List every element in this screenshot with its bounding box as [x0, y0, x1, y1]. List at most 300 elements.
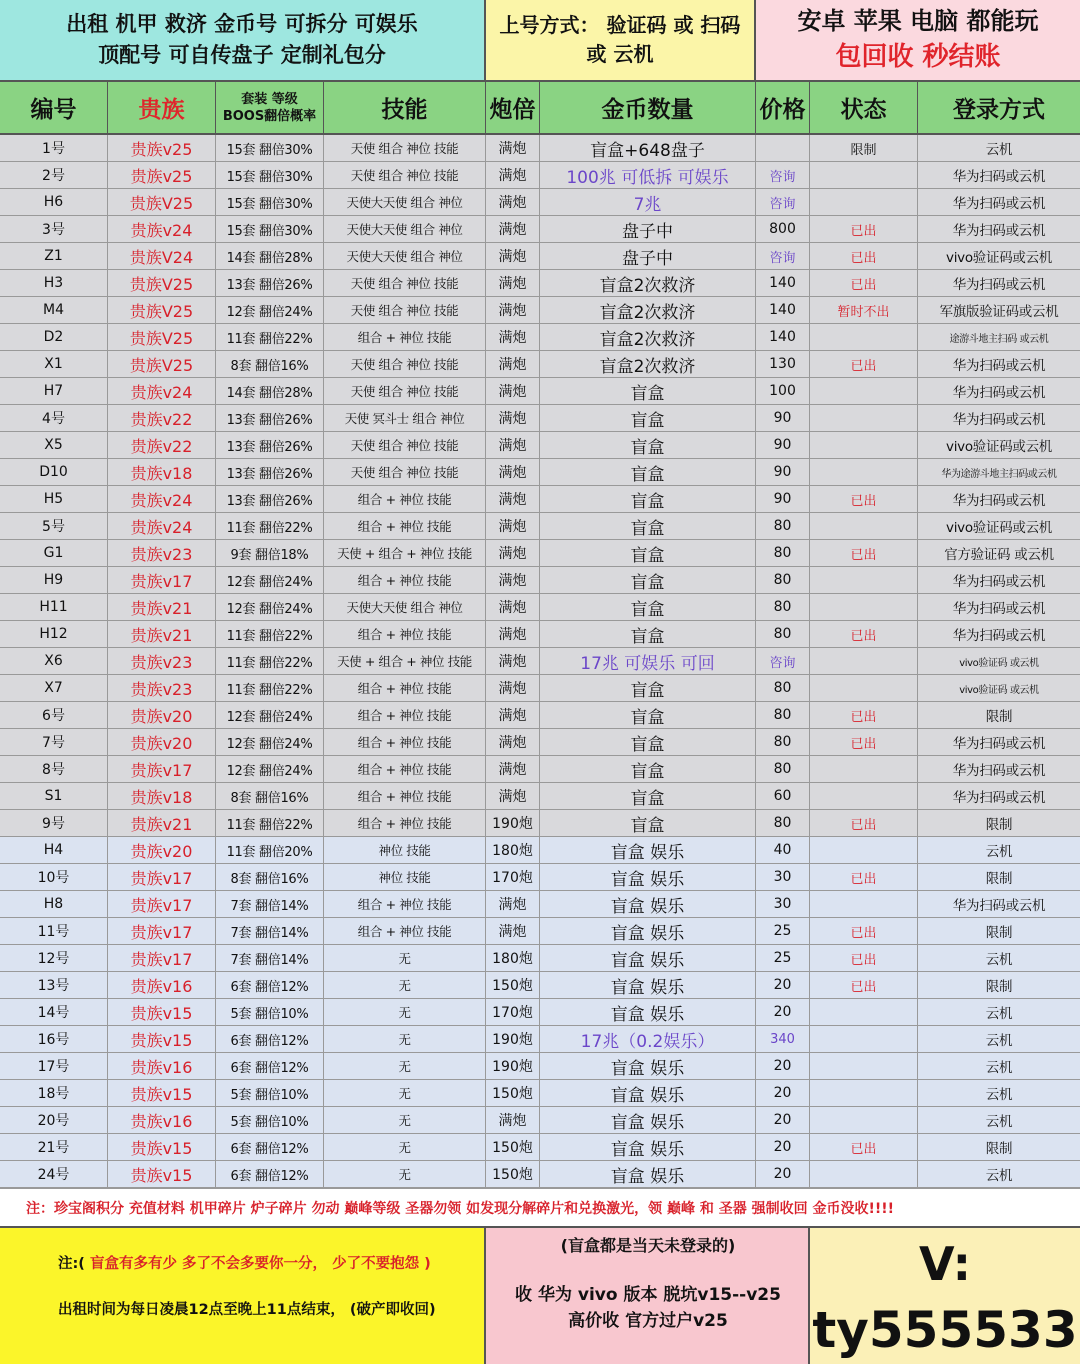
banner-services-line1: 出租 机甲 救济 金币号 可拆分 可娱乐 [66, 12, 418, 36]
cell-id: 1号 [0, 135, 108, 161]
cell-price: 25 [756, 918, 810, 944]
cell-price: 340 [756, 1026, 810, 1052]
cell-price: 90 [756, 486, 810, 512]
header-cannon: 炮倍 [486, 82, 540, 133]
cell-id: 20号 [0, 1107, 108, 1133]
cell-id: S1 [0, 783, 108, 809]
cell-coins: 盲盒 娱乐 [540, 1134, 756, 1160]
cell-status: 已出 [810, 702, 918, 728]
cell-noble: 贵族v17 [108, 567, 216, 593]
cell-skill: 天使 + 组合 + 神位 技能 [324, 648, 486, 674]
header-price: 价格 [756, 82, 810, 133]
header-skill: 技能 [324, 82, 486, 133]
cell-cannon: 满炮 [486, 729, 540, 755]
cell-cannon: 满炮 [486, 621, 540, 647]
cell-noble: 贵族v15 [108, 1080, 216, 1106]
cell-price: 130 [756, 351, 810, 377]
cell-skill: 组合 + 神位 技能 [324, 756, 486, 782]
cell-id: Z1 [0, 243, 108, 269]
cell-login: 限制 [985, 817, 1013, 833]
cell-cannon: 满炮 [486, 189, 540, 215]
cell-skill: 无 [324, 972, 486, 998]
cell-price: 20 [756, 1107, 810, 1133]
table-row [0, 189, 1080, 216]
cell-cannon: 190炮 [486, 1026, 540, 1052]
cell-coins: 盲盒 [540, 675, 756, 701]
cell-coins: 盲盒 [540, 540, 756, 566]
cell-skill: 无 [324, 999, 486, 1025]
table-row [0, 1080, 1080, 1107]
cell-status [810, 999, 918, 1025]
cell-noble: 贵族v17 [108, 864, 216, 890]
cell-price: 20 [756, 999, 810, 1025]
table-row [0, 216, 1080, 243]
cell-login: 华为扫码或云机 [952, 385, 1046, 401]
cell-set-level: 9套 翻倍18% [216, 540, 324, 566]
cell-price: 80 [756, 729, 810, 755]
table-row [0, 864, 1080, 891]
cell-skill: 组合 + 神位 技能 [324, 810, 486, 836]
contact-panel [810, 1226, 1080, 1364]
cell-coins: 盲盒2次救济 [540, 270, 756, 296]
cell-status [810, 675, 918, 701]
cell-status: 已出 [810, 972, 918, 998]
cell-id: 9号 [0, 810, 108, 836]
cell-cannon: 150炮 [486, 972, 540, 998]
cell-skill: 天使 冥斗士 组合 神位 [324, 405, 486, 431]
cell-status [810, 513, 918, 539]
cell-login: vivo验证码或云机 [946, 439, 1052, 455]
cell-status: 限制 [810, 135, 918, 161]
cell-price: 20 [756, 1161, 810, 1187]
cell-noble: 贵族v16 [108, 972, 216, 998]
header-set-line1: 套装 等级 [241, 91, 298, 107]
cell-price: 20 [756, 1080, 810, 1106]
cell-price: 140 [756, 297, 810, 323]
cell-login: 云机 [985, 1168, 1013, 1184]
cell-status [810, 1161, 918, 1187]
cell-login: 限制 [985, 1141, 1013, 1157]
cell-skill: 天使 组合 神位 技能 [324, 297, 486, 323]
cell-login: 华为途游斗地主扫码或云机 [941, 468, 1057, 480]
cell-id: X6 [0, 648, 108, 674]
cell-login: 华为扫码或云机 [952, 763, 1046, 779]
cell-status [810, 324, 918, 350]
cell-skill: 无 [324, 1107, 486, 1133]
table-body [0, 135, 1080, 1188]
cell-id: H7 [0, 378, 108, 404]
cell-coins: 盲盒 [540, 432, 756, 458]
cell-coins: 盲盒2次救济 [540, 324, 756, 350]
cell-set-level: 12套 翻倍24% [216, 297, 324, 323]
cell-skill: 天使大天使 组合 神位 [324, 216, 486, 242]
cell-set-level: 7套 翻倍14% [216, 891, 324, 917]
cell-coins: 盲盒 [540, 783, 756, 809]
cell-set-level: 15套 翻倍30% [216, 189, 324, 215]
cell-set-level: 6套 翻倍12% [216, 1053, 324, 1079]
cell-cannon: 满炮 [486, 135, 540, 161]
cell-status [810, 1080, 918, 1106]
cell-login: vivo验证码或云机 [946, 520, 1052, 536]
cell-coins: 盲盒 [540, 810, 756, 836]
cell-set-level: 12套 翻倍24% [216, 756, 324, 782]
cell-price: 80 [756, 594, 810, 620]
cell-noble: 贵族v15 [108, 1026, 216, 1052]
cell-set-level: 7套 翻倍14% [216, 918, 324, 944]
cell-skill: 组合 + 神位 技能 [324, 621, 486, 647]
cell-status: 已出 [810, 270, 918, 296]
cell-set-level: 13套 翻倍26% [216, 459, 324, 485]
cell-status [810, 432, 918, 458]
banner-recycle: 包回收 秒结账 [835, 42, 1001, 72]
cell-cannon: 满炮 [486, 216, 540, 242]
table-row [0, 162, 1080, 189]
cell-coins: 盲盒 [540, 756, 756, 782]
cell-noble: 贵族v16 [108, 1053, 216, 1079]
cell-id: 11号 [0, 918, 108, 944]
table-row [0, 594, 1080, 621]
cell-noble: 贵族v17 [108, 945, 216, 971]
recycle-line1: (盲盒都是当天未登录的) [560, 1236, 736, 1255]
table-row [0, 1026, 1080, 1053]
cell-id: H11 [0, 594, 108, 620]
cell-skill: 组合 + 神位 技能 [324, 918, 486, 944]
cell-id: 14号 [0, 999, 108, 1025]
cell-price: 20 [756, 972, 810, 998]
cell-set-level: 11套 翻倍22% [216, 675, 324, 701]
table-row [0, 972, 1080, 999]
cell-price: 80 [756, 513, 810, 539]
cell-status: 已出 [810, 864, 918, 890]
cell-price: 90 [756, 459, 810, 485]
cell-status: 暂时不出 [810, 297, 918, 323]
cell-price: 60 [756, 783, 810, 809]
cell-cannon: 满炮 [486, 270, 540, 296]
cell-coins: 盲盒 [540, 378, 756, 404]
cell-status [810, 567, 918, 593]
cell-coins: 盲盒 娱乐 [540, 864, 756, 890]
cell-cannon: 满炮 [486, 783, 540, 809]
cell-skill: 无 [324, 1161, 486, 1187]
table-row [0, 675, 1080, 702]
contact-id[interactable]: ty555533 [812, 1301, 1078, 1359]
cell-cannon: 满炮 [486, 891, 540, 917]
cell-skill: 组合 + 神位 技能 [324, 486, 486, 512]
cell-coins: 盲盒 娱乐 [540, 999, 756, 1025]
cell-noble: 贵族v17 [108, 891, 216, 917]
header-status: 状态 [810, 82, 918, 133]
cell-status [810, 162, 918, 188]
cell-price: 40 [756, 837, 810, 863]
table-row [0, 729, 1080, 756]
table-row [0, 243, 1080, 270]
cell-noble: 贵族V24 [108, 243, 216, 269]
cell-noble: 贵族V25 [108, 324, 216, 350]
table-row [0, 324, 1080, 351]
cell-login: 华为扫码或云机 [952, 628, 1046, 644]
cell-login: 云机 [985, 1114, 1013, 1130]
cell-skill: 天使大天使 组合 神位 [324, 594, 486, 620]
cell-cannon: 满炮 [486, 378, 540, 404]
banner-services-line2: 顶配号 可自传盘子 定制礼包分 [98, 43, 386, 67]
cell-login: vivo验证码或云机 [946, 250, 1052, 266]
cell-cannon: 满炮 [486, 513, 540, 539]
cell-price: 20 [756, 1134, 810, 1160]
cell-cannon: 满炮 [486, 459, 540, 485]
cell-coins: 17兆 可娱乐 可回 [540, 648, 756, 674]
cell-price: 80 [756, 540, 810, 566]
cell-cannon: 满炮 [486, 297, 540, 323]
cell-price: 80 [756, 756, 810, 782]
table-row [0, 1053, 1080, 1080]
table-row [0, 810, 1080, 837]
cell-status: 已出 [810, 945, 918, 971]
cell-skill: 组合 + 神位 技能 [324, 783, 486, 809]
cell-noble: 贵族v17 [108, 756, 216, 782]
cell-skill: 天使 组合 神位 技能 [324, 351, 486, 377]
cell-cannon: 满炮 [486, 648, 540, 674]
cell-coins: 盲盒 [540, 459, 756, 485]
table-row [0, 918, 1080, 945]
cell-noble: 贵族v21 [108, 621, 216, 647]
cell-skill: 组合 + 神位 技能 [324, 702, 486, 728]
cell-id: H9 [0, 567, 108, 593]
cell-noble: 贵族v24 [108, 216, 216, 242]
cell-price: 咨询 [756, 162, 810, 188]
cell-status [810, 1026, 918, 1052]
cell-id: H5 [0, 486, 108, 512]
blind-box-note-label: 注:( [58, 1256, 85, 1272]
cell-status [810, 837, 918, 863]
cell-skill: 无 [324, 1053, 486, 1079]
cell-login: 云机 [985, 142, 1013, 158]
cell-login: 限制 [985, 871, 1013, 887]
cell-noble: 贵族V25 [108, 270, 216, 296]
recycle-panel [486, 1226, 810, 1364]
cell-status: 已出 [810, 486, 918, 512]
cell-status: 已出 [810, 216, 918, 242]
cell-noble: 贵族v18 [108, 783, 216, 809]
cell-set-level: 7套 翻倍14% [216, 945, 324, 971]
cell-login: 云机 [985, 952, 1013, 968]
cell-cannon: 满炮 [486, 243, 540, 269]
cell-price [756, 135, 810, 161]
cell-skill: 天使 组合 神位 技能 [324, 459, 486, 485]
cell-skill: 天使 + 组合 + 神位 技能 [324, 540, 486, 566]
cell-login: 华为扫码或云机 [952, 223, 1046, 239]
table-row [0, 756, 1080, 783]
cell-price: 100 [756, 378, 810, 404]
table-row [0, 378, 1080, 405]
cell-set-level: 14套 翻倍28% [216, 243, 324, 269]
contact-label: V: [919, 1237, 971, 1291]
cell-noble: 贵族v23 [108, 675, 216, 701]
cell-id: X1 [0, 351, 108, 377]
cell-login: 云机 [985, 844, 1013, 860]
cell-coins: 盘子中 [540, 243, 756, 269]
cell-coins: 17兆（0.2娱乐） [540, 1026, 756, 1052]
cell-login: 华为扫码或云机 [952, 277, 1046, 293]
cell-coins: 盲盒 娱乐 [540, 1107, 756, 1133]
cell-price: 30 [756, 864, 810, 890]
cell-skill: 天使 组合 神位 技能 [324, 162, 486, 188]
cell-noble: 贵族v15 [108, 999, 216, 1025]
cell-status [810, 891, 918, 917]
cell-set-level: 5套 翻倍10% [216, 1080, 324, 1106]
cell-skill: 神位 技能 [324, 837, 486, 863]
cell-id: X5 [0, 432, 108, 458]
cell-id: 10号 [0, 864, 108, 890]
cell-status: 已出 [810, 243, 918, 269]
cell-status: 已出 [810, 810, 918, 836]
cell-id: H4 [0, 837, 108, 863]
cell-noble: 贵族v21 [108, 594, 216, 620]
cell-login: 官方验证码 或云机 [944, 547, 1054, 563]
cell-coins: 盲盒 [540, 513, 756, 539]
cell-cannon: 170炮 [486, 999, 540, 1025]
cell-cannon: 满炮 [486, 675, 540, 701]
cell-skill: 组合 + 神位 技能 [324, 729, 486, 755]
cell-id: H3 [0, 270, 108, 296]
header-set-line2: BOOS翻倍概率 [222, 108, 317, 124]
banner-login-line1: 上号方式： 验证码 或 扫码 [499, 13, 741, 37]
cell-id: 5号 [0, 513, 108, 539]
cell-set-level: 12套 翻倍24% [216, 567, 324, 593]
banner-services [0, 0, 486, 82]
cell-coins: 100兆 可低拆 可娱乐 [540, 162, 756, 188]
cell-noble: 贵族v22 [108, 432, 216, 458]
cell-skill: 无 [324, 1080, 486, 1106]
table-row [0, 945, 1080, 972]
cell-set-level: 8套 翻倍16% [216, 864, 324, 890]
cell-price: 咨询 [756, 243, 810, 269]
cell-noble: 贵族v24 [108, 378, 216, 404]
cell-price: 25 [756, 945, 810, 971]
cell-price: 20 [756, 1053, 810, 1079]
cell-login: 华为扫码或云机 [952, 574, 1046, 590]
cell-cannon: 150炮 [486, 1161, 540, 1187]
cell-login: 云机 [985, 1033, 1013, 1049]
header-login: 登录方式 [953, 97, 1045, 123]
cell-set-level: 8套 翻倍16% [216, 351, 324, 377]
cell-noble: 贵族v17 [108, 918, 216, 944]
table-row [0, 621, 1080, 648]
cell-status: 已出 [810, 1134, 918, 1160]
cell-id: 16号 [0, 1026, 108, 1052]
cell-skill: 天使 组合 神位 技能 [324, 432, 486, 458]
cell-noble: 贵族v15 [108, 1161, 216, 1187]
cell-status: 已出 [810, 729, 918, 755]
cell-login: 华为扫码或云机 [952, 196, 1046, 212]
cell-skill: 天使大天使 组合 神位 [324, 243, 486, 269]
cell-status [810, 1107, 918, 1133]
table-row [0, 459, 1080, 486]
cell-id: H6 [0, 189, 108, 215]
cell-noble: 贵族v20 [108, 702, 216, 728]
cell-noble: 贵族v21 [108, 810, 216, 836]
cell-login: 军旗版验证码或云机 [939, 304, 1059, 320]
blind-box-note [58, 1252, 431, 1273]
table-row [0, 999, 1080, 1026]
cell-set-level: 11套 翻倍22% [216, 621, 324, 647]
cell-status [810, 783, 918, 809]
cell-price: 80 [756, 675, 810, 701]
table-header [0, 82, 1080, 135]
table-row [0, 891, 1080, 918]
cell-noble: 贵族v24 [108, 513, 216, 539]
cell-status: 已出 [810, 621, 918, 647]
cell-id: M4 [0, 297, 108, 323]
cell-cannon: 150炮 [486, 1080, 540, 1106]
header-noble: 贵族 [108, 82, 216, 133]
cell-set-level: 12套 翻倍24% [216, 702, 324, 728]
banner-login-method [486, 0, 756, 82]
cell-set-level: 11套 翻倍20% [216, 837, 324, 863]
account-table [0, 82, 1080, 1188]
cell-login: 华为扫码或云机 [952, 493, 1046, 509]
cell-id: D10 [0, 459, 108, 485]
cell-set-level: 13套 翻倍26% [216, 486, 324, 512]
cell-coins: 盲盒 [540, 729, 756, 755]
cell-set-level: 6套 翻倍12% [216, 972, 324, 998]
cell-status [810, 1053, 918, 1079]
cell-login: 华为扫码或云机 [952, 412, 1046, 428]
cell-set-level: 12套 翻倍24% [216, 594, 324, 620]
cell-noble: 贵族v23 [108, 648, 216, 674]
cell-noble: 贵族v25 [108, 162, 216, 188]
banner-platforms [756, 0, 1080, 82]
cell-noble: 贵族V25 [108, 351, 216, 377]
cell-coins: 盲盒 娱乐 [540, 891, 756, 917]
cell-price: 80 [756, 567, 810, 593]
cell-noble: 贵族V25 [108, 189, 216, 215]
cell-login: 华为扫码或云机 [952, 169, 1046, 185]
cell-cannon: 满炮 [486, 567, 540, 593]
cell-status [810, 756, 918, 782]
cell-login: 限制 [985, 925, 1013, 941]
cell-set-level: 13套 翻倍26% [216, 270, 324, 296]
cell-status [810, 459, 918, 485]
cell-status [810, 594, 918, 620]
table-row [0, 432, 1080, 459]
cell-id: 7号 [0, 729, 108, 755]
table-row [0, 486, 1080, 513]
cell-noble: 贵族v20 [108, 837, 216, 863]
cell-price: 140 [756, 324, 810, 350]
cell-price: 30 [756, 891, 810, 917]
table-row [0, 1161, 1080, 1188]
table-row [0, 513, 1080, 540]
cell-cannon: 150炮 [486, 1134, 540, 1160]
cell-login: vivo验证码 或云机 [959, 684, 1039, 696]
cell-set-level: 5套 翻倍10% [216, 999, 324, 1025]
cell-coins: 7兆 [540, 189, 756, 215]
cell-skill: 无 [324, 1134, 486, 1160]
cell-set-level: 5套 翻倍10% [216, 1107, 324, 1133]
cell-id: 2号 [0, 162, 108, 188]
cell-price: 咨询 [756, 648, 810, 674]
cell-set-level: 8套 翻倍16% [216, 783, 324, 809]
cell-price: 80 [756, 810, 810, 836]
cell-id: 6号 [0, 702, 108, 728]
cell-login: 华为扫码或云机 [952, 790, 1046, 806]
cell-noble: 贵族v20 [108, 729, 216, 755]
table-row [0, 351, 1080, 378]
cell-login: 限制 [985, 979, 1013, 995]
cell-status: 已出 [810, 351, 918, 377]
cell-id: H12 [0, 621, 108, 647]
cell-coins: 盲盒2次救济 [540, 297, 756, 323]
